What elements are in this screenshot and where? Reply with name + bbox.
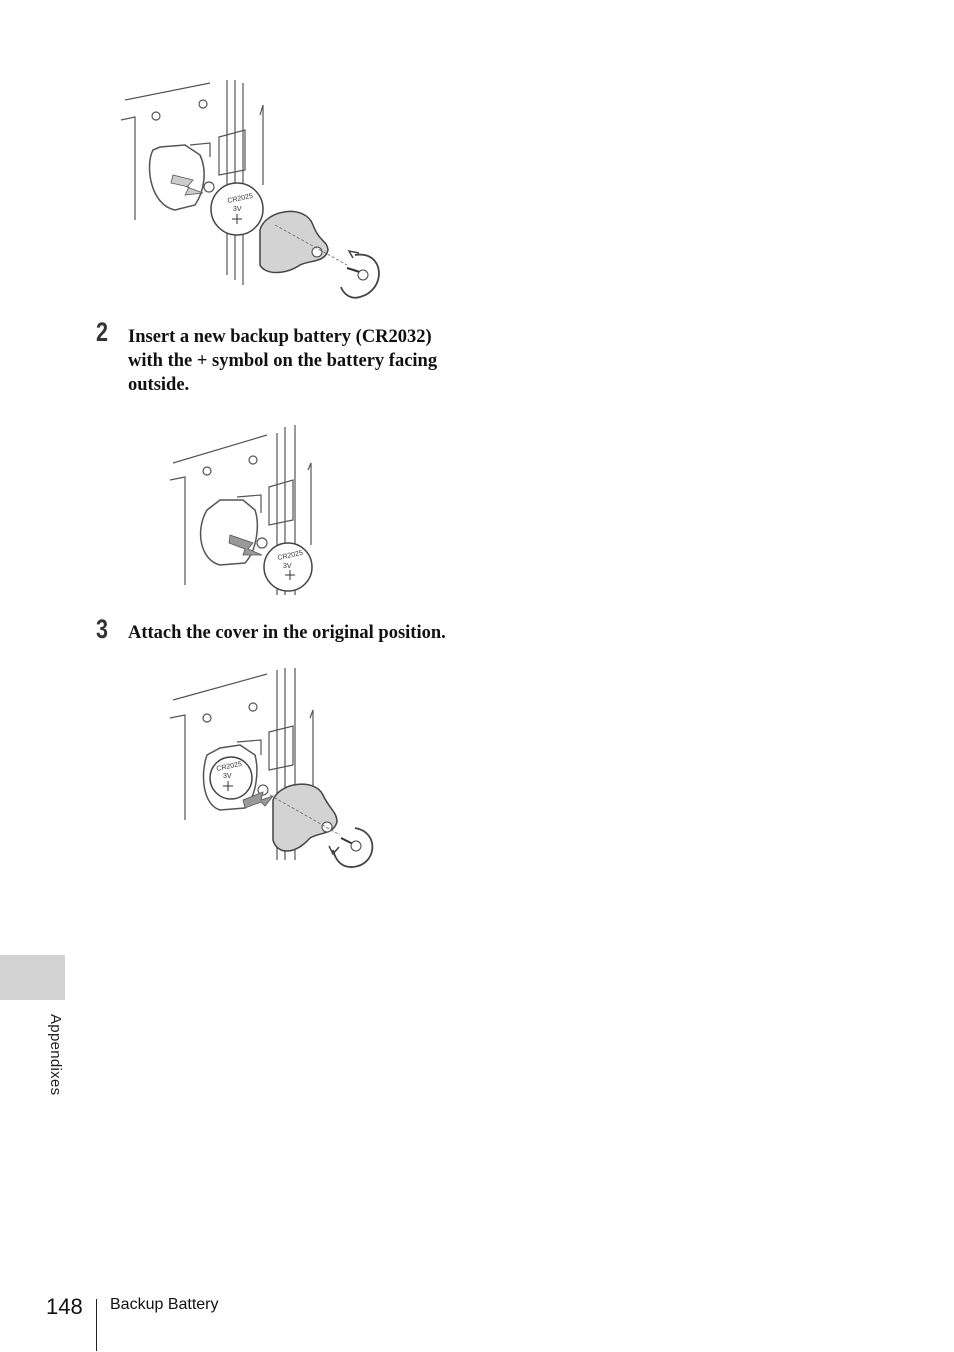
battery-label-model: CR2025 xyxy=(215,760,243,773)
side-tab-marker xyxy=(0,955,65,1000)
figure-remove-battery xyxy=(115,75,395,310)
figure-insert-battery xyxy=(165,415,335,600)
step-instruction: Attach the cover in the original position. xyxy=(128,623,446,643)
footer-section-title: Backup Battery xyxy=(110,1296,219,1313)
step-number: 3 xyxy=(96,614,109,644)
step-instruction: Insert a new backup battery (CR2032) with the + symbol on the battery facing outside. xyxy=(128,327,438,395)
page-number: 148 xyxy=(46,1294,83,1319)
footer-divider xyxy=(96,1299,97,1351)
battery-label-model: CR2025 xyxy=(276,549,304,562)
battery-label-model: CR2025 xyxy=(226,192,254,205)
battery-label-voltage: 3V xyxy=(283,563,292,570)
figure-attach-cover xyxy=(165,660,395,875)
step-number: 2 xyxy=(96,317,109,347)
battery-label-voltage: 3V xyxy=(223,773,232,780)
battery-label-voltage: 3V xyxy=(233,206,242,213)
side-tab-label: Appendixes xyxy=(47,1014,64,1096)
